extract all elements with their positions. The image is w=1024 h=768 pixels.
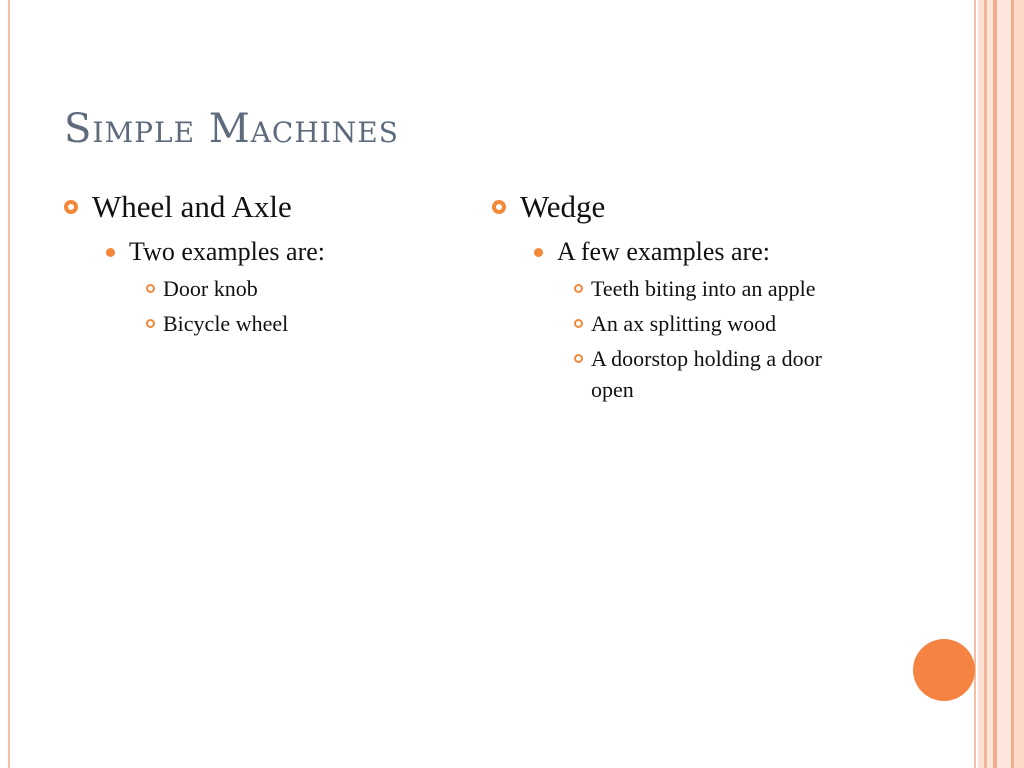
bullet-level-1 xyxy=(64,187,434,227)
column-wedge xyxy=(492,187,862,405)
example-item xyxy=(146,308,434,339)
bullet-ring-icon xyxy=(574,319,583,328)
bullet-dot-icon xyxy=(534,248,543,257)
bullet-ring-icon xyxy=(492,200,506,214)
example-text: Bicycle wheel xyxy=(163,311,289,336)
bullet-level-2 xyxy=(534,235,862,269)
example-text: An ax splitting wood xyxy=(591,311,777,336)
example-text: A doorstop holding a door open xyxy=(591,346,822,402)
example-item xyxy=(574,308,862,339)
bullet-ring-icon xyxy=(146,319,155,328)
bullet-level-1 xyxy=(492,187,862,227)
bullet-ring-icon xyxy=(146,284,155,293)
decorative-stripe xyxy=(997,0,1011,768)
decorative-stripe xyxy=(1014,0,1024,768)
column-heading: Wedge xyxy=(520,189,606,224)
bullet-level-2 xyxy=(106,235,434,269)
bullet-dot-icon xyxy=(106,248,115,257)
bullet-ring-icon xyxy=(574,354,583,363)
example-item xyxy=(146,273,434,304)
column-wheel-and-axle xyxy=(64,187,434,339)
column-heading: Wheel and Axle xyxy=(92,189,292,224)
slide-title: Simple Machines xyxy=(64,106,399,152)
column-subheading: Two examples are: xyxy=(129,237,325,266)
example-text: Teeth biting into an apple xyxy=(591,276,816,301)
example-text: Door knob xyxy=(163,276,258,301)
decorative-circle xyxy=(913,639,975,701)
bullet-ring-icon xyxy=(64,200,78,214)
example-item xyxy=(574,273,862,304)
bullet-ring-icon xyxy=(574,284,583,293)
column-subheading: A few examples are: xyxy=(557,237,770,266)
example-item xyxy=(574,343,862,405)
